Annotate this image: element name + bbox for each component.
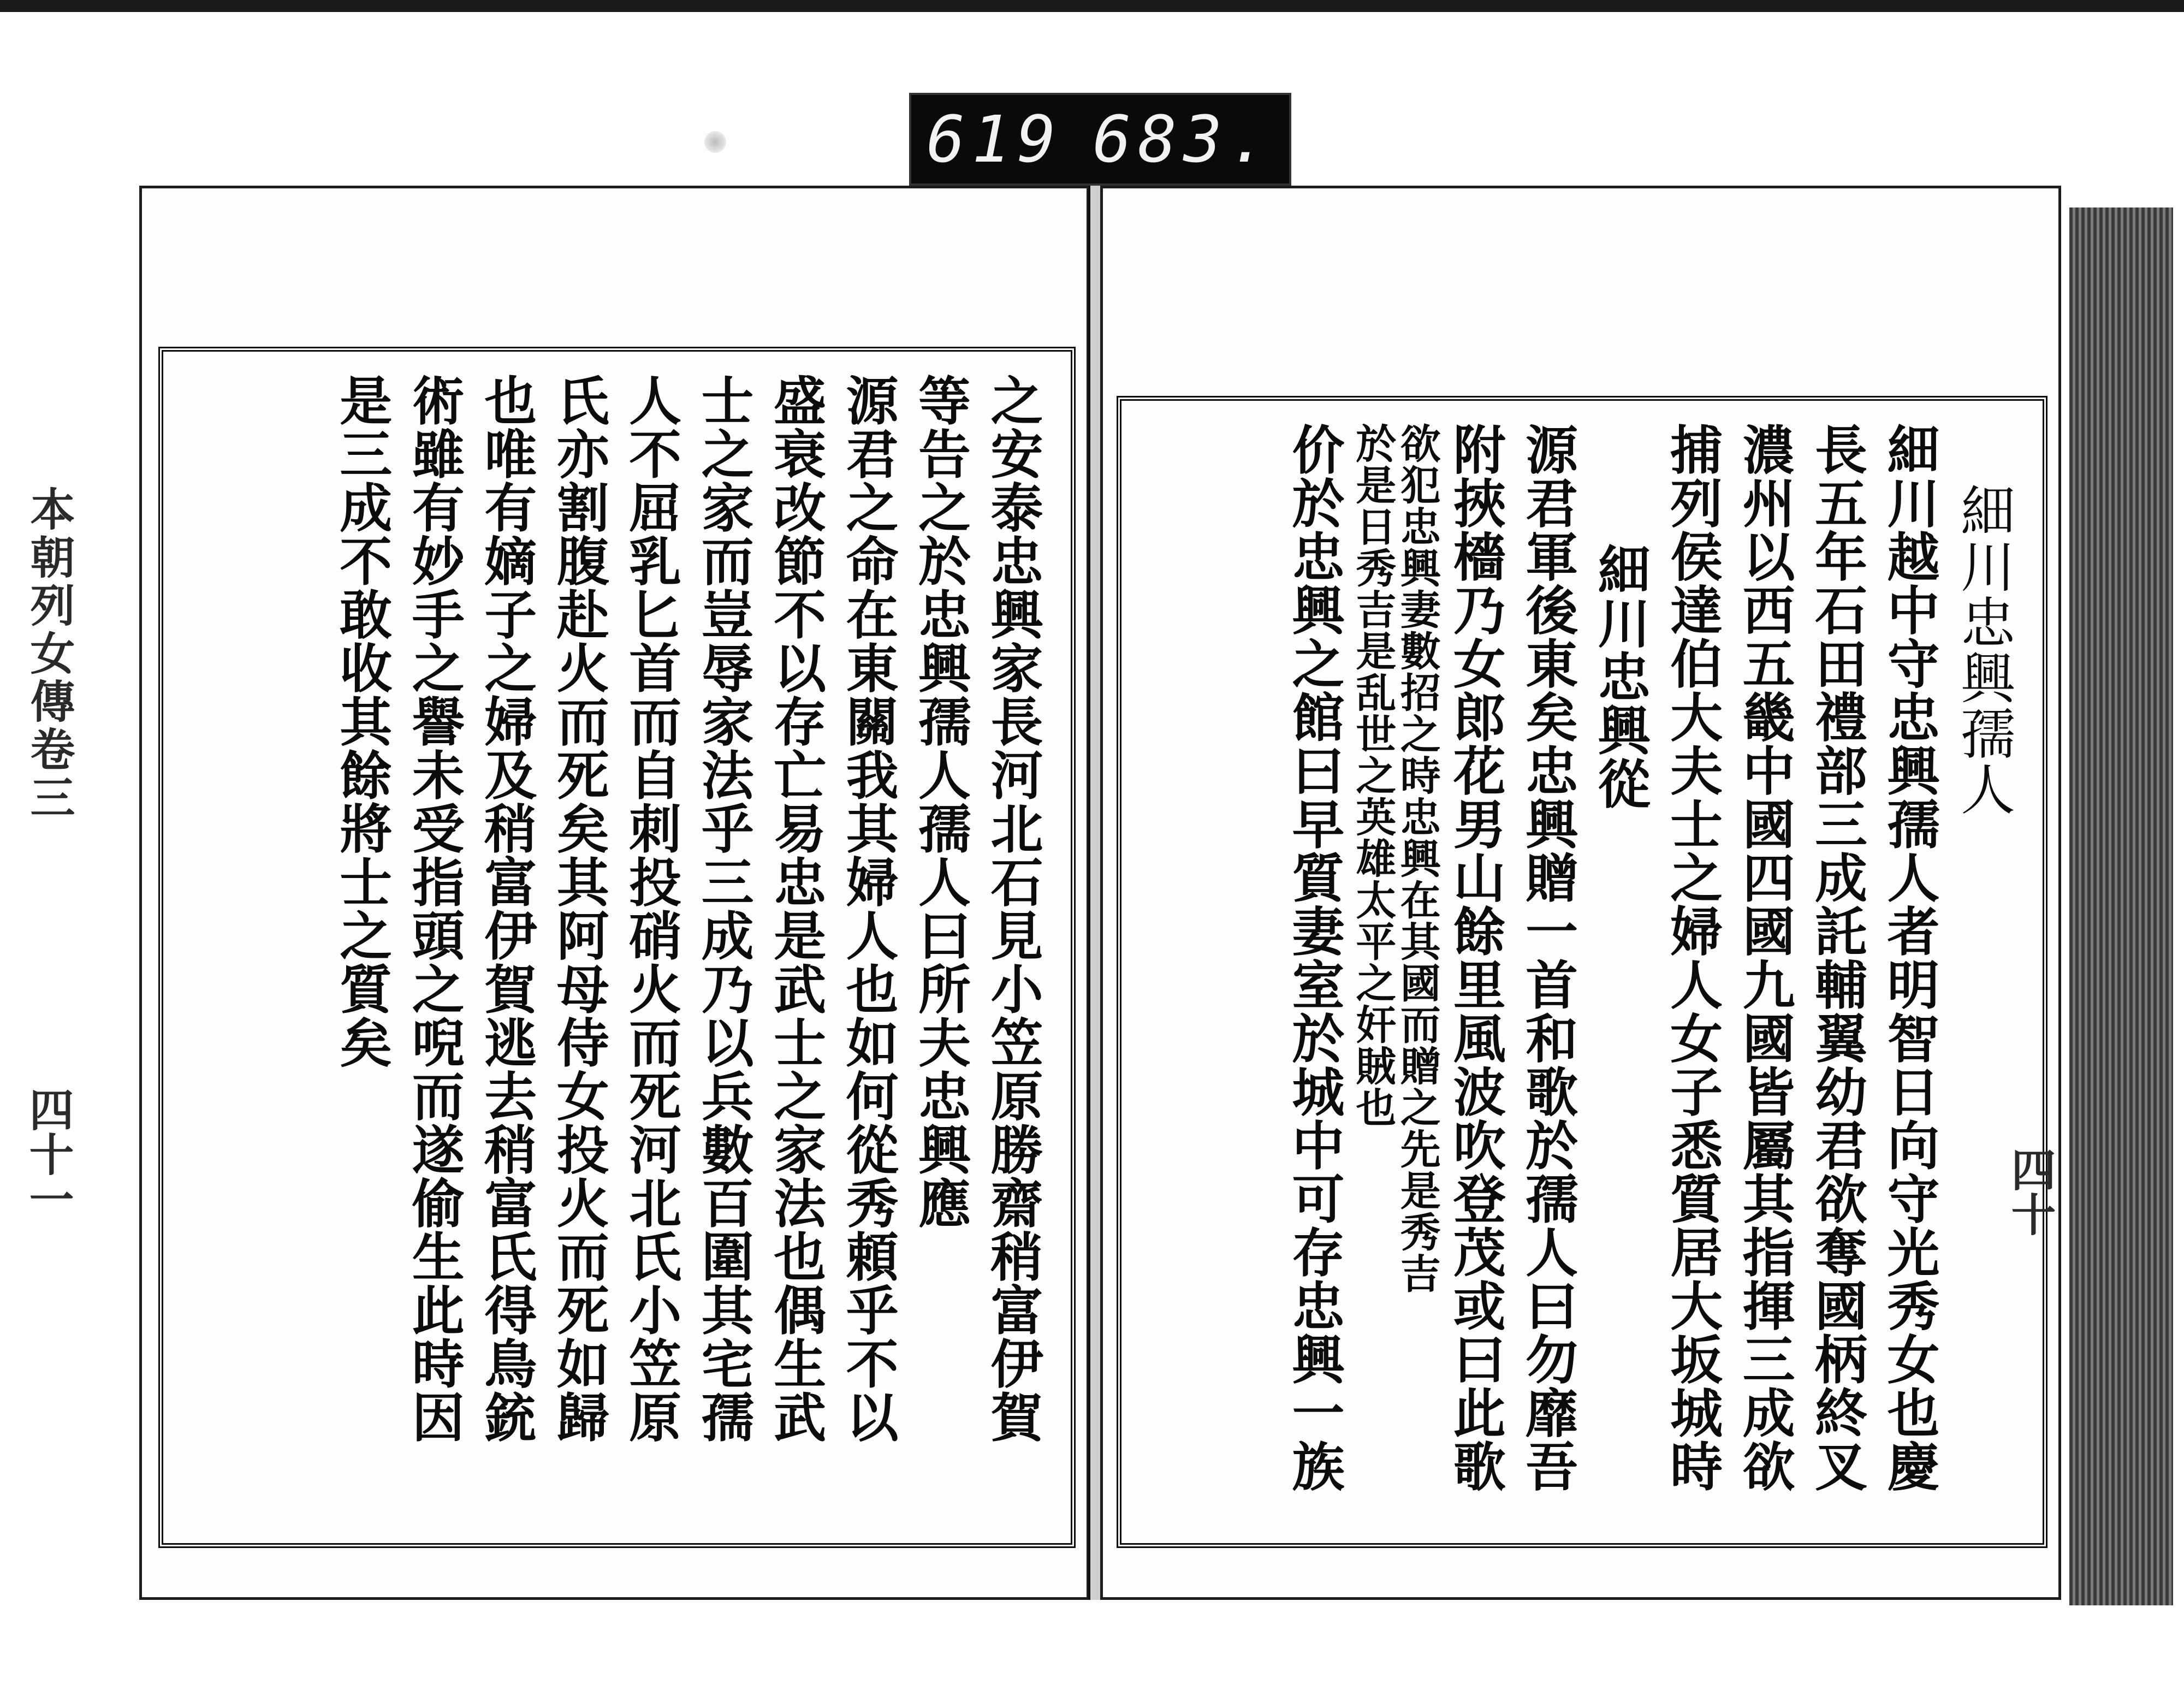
frame-number-right: 683. (1093, 102, 1274, 177)
right-folio: 四十 (2004, 1147, 2056, 1236)
left-column-5: 士之家而豈辱家法乎三成乃以兵數百圍其宅孺 (693, 373, 755, 1444)
left-column-3: 源君之命在東關我其婦人也如何從秀頼乎不以 (838, 373, 900, 1444)
frame-number-left: 619 (926, 102, 1063, 177)
scan-smudge (704, 131, 726, 153)
left-column-7: 氏亦割腹赴火而死矣其阿母侍女投火而死如歸 (548, 373, 610, 1444)
left-folio: 四十一 (22, 1087, 74, 1221)
right-text-columns (1143, 423, 2021, 1521)
left-page (139, 186, 1089, 1600)
left-side-label: 本朝列女傳卷三 (23, 486, 75, 822)
right-page (1100, 186, 2061, 1600)
right-column-3: 濃州以西五畿中國四國九國皆屬其指揮三成欲 (1734, 423, 1796, 1493)
left-column-6: 人不屈乳匕首而自刺投硝火而死河北氏小笠原 (620, 373, 682, 1444)
right-column-4: 捕列侯達伯大夫士之婦人女子悉質居大坂城時 (1661, 423, 1724, 1493)
right-column-8: 价於忠興之館曰早質妻室於城中可存忠興一族 (1283, 423, 1345, 1493)
book-spread (139, 186, 2072, 1600)
right-text-frame (1117, 396, 2048, 1548)
right-heading: 細川忠興孺人 (1951, 483, 2015, 817)
left-column-9: 術雖有妙手之譽未受指頭之唲而遂偷生此時因 (403, 373, 466, 1444)
left-column-10: 是三成不敢收其餘將士之質矣 (331, 373, 393, 1069)
left-text-frame (158, 347, 1076, 1548)
right-column-2: 長五年石田禮部三成託輔翼幼君欲奪國柄終叉 (1806, 423, 1868, 1493)
film-frame-label (909, 93, 1291, 186)
left-column-8: 也唯有嫡子之婦及稍富伊賀逃去稍富氏得鳥銃 (476, 373, 538, 1444)
left-column-4: 盛衰改節不以存亡易忠是武士之家法也偶生武 (765, 373, 827, 1444)
left-column-1: 之安泰忠興家長河北石見小笠原勝齋稍富伊賀 (982, 373, 1044, 1444)
left-text-columns (185, 373, 1049, 1521)
scan-top-border (0, 0, 2184, 12)
right-column-1: 細川越中守忠興孺人者明智日向守光秀女也慶 (1879, 423, 1940, 1493)
right-column-7: 附挾檣乃女郎花男山餘里風波吹登茂或曰此歌 (1445, 423, 1507, 1493)
left-column-2: 等告之於忠興孺人孺人曰所夫忠興應 (910, 373, 972, 1230)
right-column-5: 細川忠興從 (1589, 543, 1652, 810)
right-small-column-1: 欲犯忠興妻數招之時忠興在其國而贈之先是秀吉 (1393, 423, 1441, 1294)
right-column-6: 源君軍後東矣忠興贈一首和歌於孺人曰勿靡吾 (1517, 423, 1579, 1493)
book-fore-edge (2069, 207, 2173, 1605)
right-small-column-2: 於是日秀吉是乱世之英雄太平之奸賊也 (1349, 423, 1397, 1128)
